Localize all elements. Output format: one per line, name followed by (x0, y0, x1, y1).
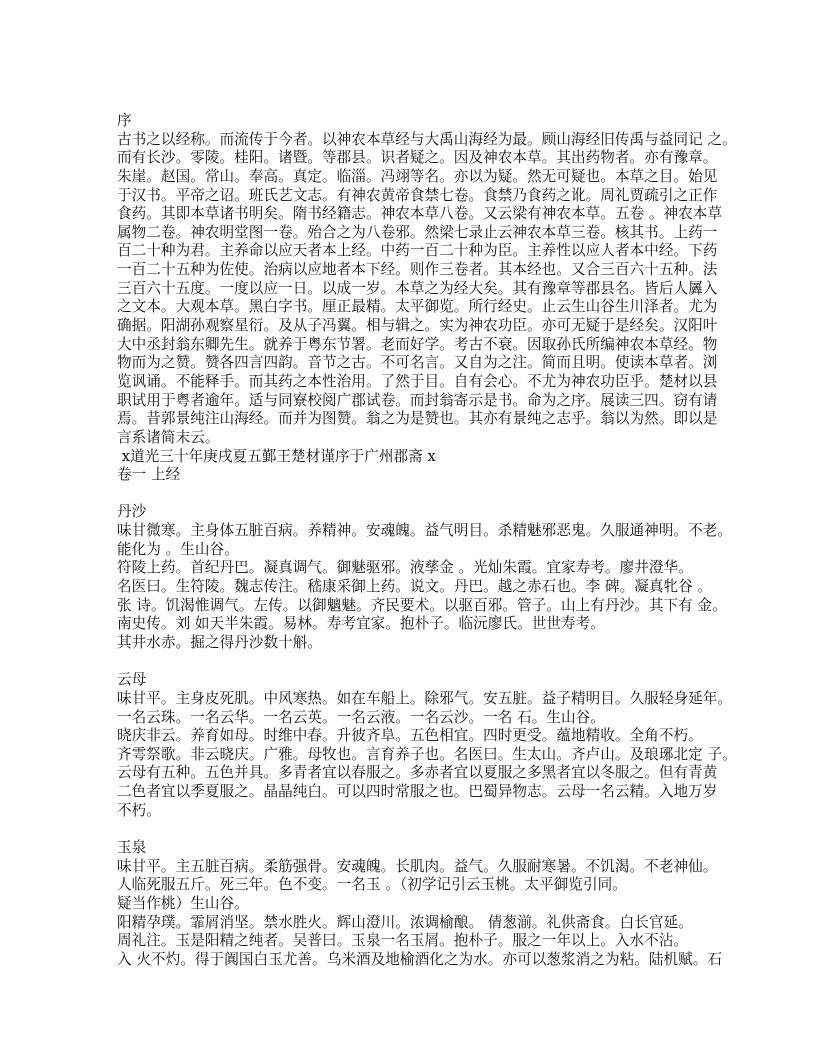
entry-line: 人临死服五斤。死三年。色不变。一名玉 。（初学记引云玉桃。太平御览引同。 (117, 876, 627, 894)
entry-line: 味甘平。主身皮死肌。中风寒热。如在车船上。除邪气。安五脏。益子精明目。久服轻身延年。 (117, 689, 733, 707)
entry-line: 味甘平。主五脏百病。柔筋强骨。安魂魄。长肌肉。益气。久服耐寒暑。不饥渴。不老神仙。 (117, 857, 718, 875)
spacer (117, 653, 717, 672)
preface-signature: x道光三十年庚戌夏五鄞王楚材谨序于广州郡斋 x (117, 447, 436, 465)
entry-line: 入 火不灼。得于阗国白玉尤善。乌米酒及地榆酒化之为水。亦可以葱浆消之为粘。陆机赋。石 (117, 950, 723, 968)
entry-line: 能化为 。生山谷。 (117, 540, 239, 558)
entry-line: 阳精孕璞。霏屑消坚。禁水胜火。辉山澄川。浓调榆酿。 倩葱湔。礼供斋食。白长官延。 (117, 913, 693, 931)
entry-line: 疑当作桃）生山谷。 (117, 894, 249, 912)
preface-title: 序 (117, 112, 132, 129)
preface-line: 职试用于粤者逾年。适与同寮校阅广郡试卷。而封翁寄示是书。命为之序。展读三四。窃有请 (117, 391, 718, 409)
spacer (117, 485, 717, 504)
preface-line: 览讽诵。不能释手。而其药之本性治用。了然于目。自有会心。不尤为神农功臣乎。楚材以县 (117, 372, 718, 390)
preface-line: 焉。昔郭景纯注山海经。而并为图赞。翁之为是赞也。其亦有景纯之志乎。翁以为然。即以是 (117, 410, 718, 428)
entry-line: 晓庆非云。养育如母。时维中春。升彼齐阜。五色相宜。四时更受。蕴地精收。全角不朽。 (117, 727, 703, 745)
entry-title-yuquan: 玉泉 (117, 838, 147, 856)
spacer (117, 820, 717, 839)
entry-line: 南史传。刘 如天半朱霞。易林。寿考宜家。抱朴子。临沅廖氏。世世寿考。 (117, 615, 605, 633)
preface-line: 之文本。大观本草。黑白字书。厘正最精。太平御览。所行经史。止云生山谷生川泽者。尤为 (117, 298, 718, 316)
entry-line: 符陵上药。首纪丹巴。凝真调气。御魅驱邪。液孳金 。光灿朱霞。宜家寿考。廖井澄华。 (117, 559, 693, 577)
entry-line: 其井水赤。掘之得丹沙数十斛。 (117, 633, 323, 651)
entry-title-yunmu: 云母 (117, 671, 147, 689)
entry-title-dansha: 丹沙 (117, 503, 147, 521)
entry-line: 不朽。 (117, 801, 161, 819)
entry-line: 张 诗。饥渴惟调气。左传。以御魑魅。齐民要术。以驱百邪。管子。山上有丹沙。其下有 金。 (117, 596, 727, 614)
document-page (117, 112, 737, 969)
preface-line: 物而为之赞。赞各四言四韵。音节之古。不可名言。又自为之注。简而且明。使读本草者。浏 (117, 354, 718, 372)
preface-line: 言系诸简末云。 (117, 428, 220, 446)
entry-line: 一名云珠。一名云华。一名云英。一名云液。一名云沙。一名 石。生山谷。 (117, 708, 605, 726)
entry-line: 云母有五种。五色并具。多青者宜以春服之。多赤者宜以夏服之多黑者宜以冬服之。但有青黄 (117, 764, 718, 782)
entry-line: 二色者宜以季夏服之。晶晶纯白。可以四时常服之也。巴蜀异物志。云母一名云精。入地万岁 (117, 783, 718, 801)
preface-line: 古书之以经称。而流传于今者。以神农本草经与大禹山海经为最。顾山海经旧传禹与益同记 之。 (117, 130, 737, 148)
preface-line: 百二十种为君。主养命以应天者本上经。中药一百二十种为臣。主养性以应人者本中经。下药 (117, 242, 718, 260)
entry-line: 周礼注。玉是阳精之纯者。吴普曰。玉泉一名玉屑。抱朴子。服之一年以上。入水不沾。 (117, 932, 689, 950)
preface-line: 三百六十五度。一度以应一日。以成一岁。本草之为经大矣。其有豫章等郡县名。皆后人羼入 (117, 279, 718, 297)
preface-line: 一百二十五种为佐使。治病以应地者本下经。则作三卷者。其本经也。又合三百六十五种。法 (117, 261, 718, 279)
entry-line: 名医曰。生符陵。魏志传注。嵇康采御上药。说文。丹巴。越之赤石也。李 碑。凝真牝谷 。 (117, 578, 713, 596)
entry-line: 味甘微寒。主身体五脏百病。养精神。安魂魄。益气明目。杀精魅邪恶鬼。久服通神明。不老。 (117, 522, 733, 540)
entry-line: 齐雩祭歌。非云晓庆。广雅。母牧也。言育养子也。名医曰。生太山。齐卢山。及琅琊北定 子。 (117, 745, 737, 763)
volume-heading: 卷一 上经 (117, 466, 181, 484)
preface-line: 大中丞封翁东卿先生。就养于粤东节署。老而好学。考古不衰。因取孙氏所编神农本草经。物 (117, 335, 718, 353)
preface-line: 而有长沙。零陵。桂阳。诸暨。等郡县。识者疑之。因及神农本草。其出药物者。亦有豫章。 (117, 149, 718, 167)
preface-line: 属物二卷。神农明堂图一卷。殆合之为八卷邪。然梁七录止云神农本草三卷。核其书。上药一 (117, 223, 718, 241)
preface-line: 朱崖。赵国。常山。奉高。真定。临淄。冯翊等名。亦以为疑。然无可疑也。本草之目。始见 (117, 167, 718, 185)
preface-line: 确据。阳湖孙观察星衍。及从子冯翼。相与辑之。实为神农功臣。亦可无疑于是经矣。汉阳叶 (117, 317, 718, 335)
preface-line: 于汉书。平帝之诏。班氏艺文志。有神农黄帝食禁七卷。食禁乃食药之讹。周礼贾疏引之正作 (117, 186, 718, 204)
preface-line: 食药。其即本草诸书明矣。隋书经籍志。神农本草八卷。又云梁有神农本草。五卷 。神农本草 (117, 205, 723, 223)
